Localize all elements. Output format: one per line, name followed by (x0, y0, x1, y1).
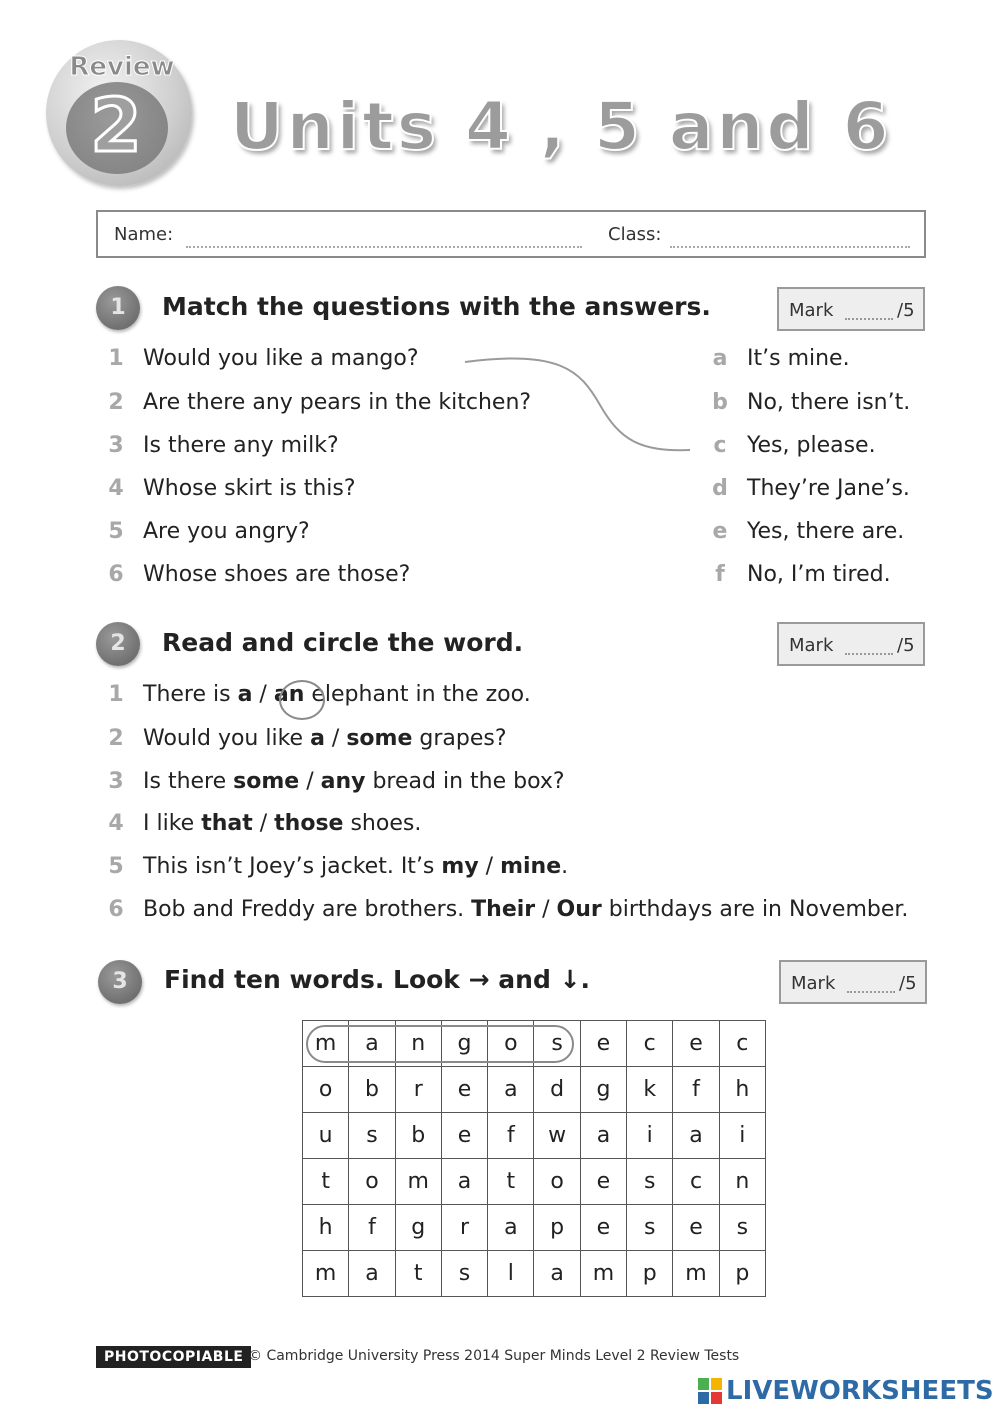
item-number: 3 (108, 769, 124, 794)
grid-cell[interactable]: s (627, 1159, 673, 1205)
name-field[interactable] (186, 246, 582, 248)
grid-cell[interactable]: s (441, 1251, 487, 1297)
page-title: Units 4 , 5 and 6 (230, 88, 892, 165)
sentence (143, 769, 565, 794)
grid-cell[interactable]: g (441, 1021, 487, 1067)
option-1[interactable]: my (441, 854, 479, 879)
arrow-down-icon: ↓ (559, 965, 581, 994)
answer-text: It’s mine. (747, 346, 850, 371)
sentence (143, 811, 421, 836)
name-class-box (96, 210, 926, 258)
grid-cell[interactable]: a (349, 1021, 395, 1067)
grid-cell[interactable]: l (488, 1251, 534, 1297)
item-number: 5 (108, 854, 124, 879)
class-field[interactable] (670, 246, 910, 248)
option-separator: / (252, 682, 274, 707)
answer-text: Yes, there are. (747, 519, 905, 544)
grid-cell[interactable]: a (488, 1205, 534, 1251)
mark-total: /5 (897, 635, 915, 656)
grid-cell[interactable]: i (627, 1113, 673, 1159)
option-2[interactable]: any (320, 769, 366, 794)
option-1[interactable]: some (233, 769, 300, 794)
option-separator: / (324, 726, 347, 751)
grid-cell[interactable]: t (303, 1159, 349, 1205)
question-text: Are there any pears in the kitchen? (143, 390, 532, 415)
grid-cell[interactable]: r (441, 1205, 487, 1251)
mark-label: Mark (791, 973, 836, 994)
grid-cell[interactable]: p (719, 1251, 765, 1297)
grid-cell[interactable]: w (534, 1113, 580, 1159)
option-2[interactable]: Our (556, 897, 602, 922)
sentence-text: shoes. (343, 811, 422, 836)
answer-letter: b (712, 390, 728, 415)
answer-text: They’re Jane’s. (747, 476, 910, 501)
grid-cell[interactable]: o (303, 1067, 349, 1113)
grid-row (303, 1067, 766, 1113)
grid-cell[interactable]: f (349, 1205, 395, 1251)
grid-cell[interactable]: f (673, 1067, 719, 1113)
sentence-text: elephant in the zoo. (304, 682, 531, 707)
class-label: Class: (608, 224, 662, 245)
grid-cell[interactable]: s (719, 1205, 765, 1251)
question-text: Whose shoes are those? (143, 562, 411, 587)
mark-field[interactable] (845, 318, 893, 320)
question-number: 1 (108, 346, 124, 371)
mark-label: Mark (789, 300, 834, 321)
grid-cell[interactable]: m (580, 1251, 626, 1297)
option-separator: / (252, 811, 275, 836)
answer-text: No, I’m tired. (747, 562, 891, 587)
option-1[interactable]: Their (471, 897, 536, 922)
liveworksheets-logo-icon (698, 1376, 724, 1406)
option-2[interactable]: mine (500, 854, 562, 879)
option-separator: / (299, 769, 321, 794)
section-2-number: 2 (96, 622, 140, 666)
grid-cell[interactable]: e (673, 1205, 719, 1251)
option-separator: / (535, 897, 557, 922)
found-word-oval (306, 1025, 574, 1063)
item-number: 1 (108, 682, 124, 707)
sentence (143, 682, 531, 707)
grid-cell[interactable]: t (395, 1251, 441, 1297)
copyright-text: © Cambridge University Press 2014 Super Minds Level 2 Review Tests (248, 1348, 740, 1364)
item-number: 6 (108, 897, 124, 922)
sentence-text: This isn’t Joey’s jacket. It’s (143, 854, 442, 879)
grid-cell[interactable]: d (534, 1067, 580, 1113)
sentence-text: birthdays are in November. (601, 897, 909, 922)
grid-cell[interactable]: b (349, 1067, 395, 1113)
answer-letter: c (713, 433, 727, 458)
review-badge-word: Review (69, 52, 175, 82)
grid-cell[interactable]: g (395, 1205, 441, 1251)
grid-cell[interactable]: p (534, 1205, 580, 1251)
section-3-number: 3 (98, 960, 142, 1004)
sentence-text: bread in the box? (365, 769, 565, 794)
grid-cell[interactable]: a (488, 1067, 534, 1113)
grid-cell[interactable]: e (673, 1021, 719, 1067)
option-2[interactable]: some (346, 726, 413, 751)
option-1[interactable]: a (237, 682, 253, 707)
answer-letter: f (715, 562, 725, 587)
grid-cell[interactable]: a (673, 1113, 719, 1159)
sentence-text: . (561, 854, 569, 879)
grid-cell[interactable]: c (673, 1159, 719, 1205)
grid-row (303, 1159, 766, 1205)
mark-label: Mark (789, 635, 834, 656)
grid-cell[interactable]: s (534, 1021, 580, 1067)
grid-cell[interactable]: e (580, 1205, 626, 1251)
sentence-text: Is there (143, 769, 234, 794)
arrow-right-icon: → (468, 965, 490, 994)
grid-cell[interactable]: e (580, 1021, 626, 1067)
section-3-mark-box (779, 960, 927, 1004)
answer-text: No, there isn’t. (747, 390, 911, 415)
answer-circle (279, 680, 325, 720)
question-text: Are you angry? (143, 519, 310, 544)
grid-row (303, 1113, 766, 1159)
grid-cell[interactable]: e (580, 1159, 626, 1205)
grid-cell[interactable]: k (627, 1067, 673, 1113)
sentence (143, 726, 507, 751)
sentence (143, 854, 568, 879)
item-number: 4 (108, 811, 124, 836)
mark-total: /5 (899, 973, 917, 994)
mark-total: /5 (897, 300, 915, 321)
option-1[interactable]: a (310, 726, 325, 751)
answer-text: Yes, please. (747, 433, 876, 458)
grid-cell[interactable]: a (441, 1159, 487, 1205)
grid-row (303, 1251, 766, 1297)
grid-cell[interactable]: n (719, 1159, 765, 1205)
option-1[interactable]: that (201, 811, 253, 836)
photocopiable-tag: PHOTOCOPIABLE (96, 1346, 251, 1368)
grid-cell[interactable]: s (627, 1205, 673, 1251)
sentence-text: I like (143, 811, 202, 836)
answer-letter: a (712, 346, 728, 371)
question-number: 3 (108, 433, 124, 458)
review-badge-number: 2 (90, 83, 142, 169)
grid-cell[interactable]: s (349, 1113, 395, 1159)
grid-cell[interactable]: m (303, 1251, 349, 1297)
grid-cell[interactable]: g (580, 1067, 626, 1113)
grid-cell[interactable]: m (673, 1251, 719, 1297)
answer-letter: e (712, 519, 728, 544)
grid-cell[interactable]: h (303, 1205, 349, 1251)
grid-cell[interactable]: a (534, 1251, 580, 1297)
grid-cell[interactable]: t (488, 1159, 534, 1205)
mark-field[interactable] (847, 991, 895, 993)
grid-cell[interactable]: b (395, 1113, 441, 1159)
grid-row (303, 1205, 766, 1251)
question-text: Is there any milk? (143, 433, 339, 458)
section-1-title: Match the questions with the answers. (162, 292, 711, 321)
grid-cell[interactable]: c (627, 1021, 673, 1067)
section-2-title: Read and circle the word. (162, 628, 524, 657)
section-2-mark-box (777, 622, 925, 666)
grid-cell[interactable]: f (488, 1113, 534, 1159)
grid-cell[interactable]: i (719, 1113, 765, 1159)
grid-cell[interactable]: h (719, 1067, 765, 1113)
grid-cell[interactable]: u (303, 1113, 349, 1159)
option-separator: / (478, 854, 501, 879)
liveworksheets-brand[interactable]: LIVEWORKSHEETS (726, 1376, 994, 1406)
sentence-text: Bob and Freddy are brothers. (143, 897, 472, 922)
grid-cell[interactable]: n (395, 1021, 441, 1067)
question-number: 2 (108, 390, 124, 415)
item-number: 2 (108, 726, 124, 751)
section-1-mark-box (777, 287, 925, 331)
grid-cell[interactable]: a (349, 1251, 395, 1297)
mark-field[interactable] (845, 653, 893, 655)
option-2[interactable]: an (273, 682, 305, 707)
grid-cell[interactable]: o (534, 1159, 580, 1205)
question-number: 6 (108, 562, 124, 587)
option-2[interactable]: those (274, 811, 344, 836)
question-text: Whose skirt is this? (143, 476, 356, 501)
section-1-number: 1 (96, 286, 140, 330)
sentence (143, 897, 908, 922)
section-3-title: Find ten words. Look → and ↓. (164, 965, 591, 994)
answer-letter: d (712, 476, 728, 501)
grid-cell[interactable]: m (395, 1159, 441, 1205)
question-text: Would you like a mango? (143, 346, 419, 371)
grid-cell[interactable]: m (303, 1021, 349, 1067)
grid-cell[interactable]: c (719, 1021, 765, 1067)
sentence-text: There is (143, 682, 238, 707)
grid-cell[interactable]: p (627, 1251, 673, 1297)
sentence-text: grapes? (412, 726, 507, 751)
grid-cell[interactable]: o (488, 1021, 534, 1067)
name-label: Name: (114, 224, 174, 245)
grid-cell[interactable]: o (349, 1159, 395, 1205)
question-number: 4 (108, 476, 124, 501)
grid-cell[interactable]: e (441, 1067, 487, 1113)
grid-cell[interactable]: a (580, 1113, 626, 1159)
grid-cell[interactable]: r (395, 1067, 441, 1113)
sentence-text: Would you like (143, 726, 311, 751)
question-number: 5 (108, 519, 124, 544)
grid-cell[interactable]: e (441, 1113, 487, 1159)
